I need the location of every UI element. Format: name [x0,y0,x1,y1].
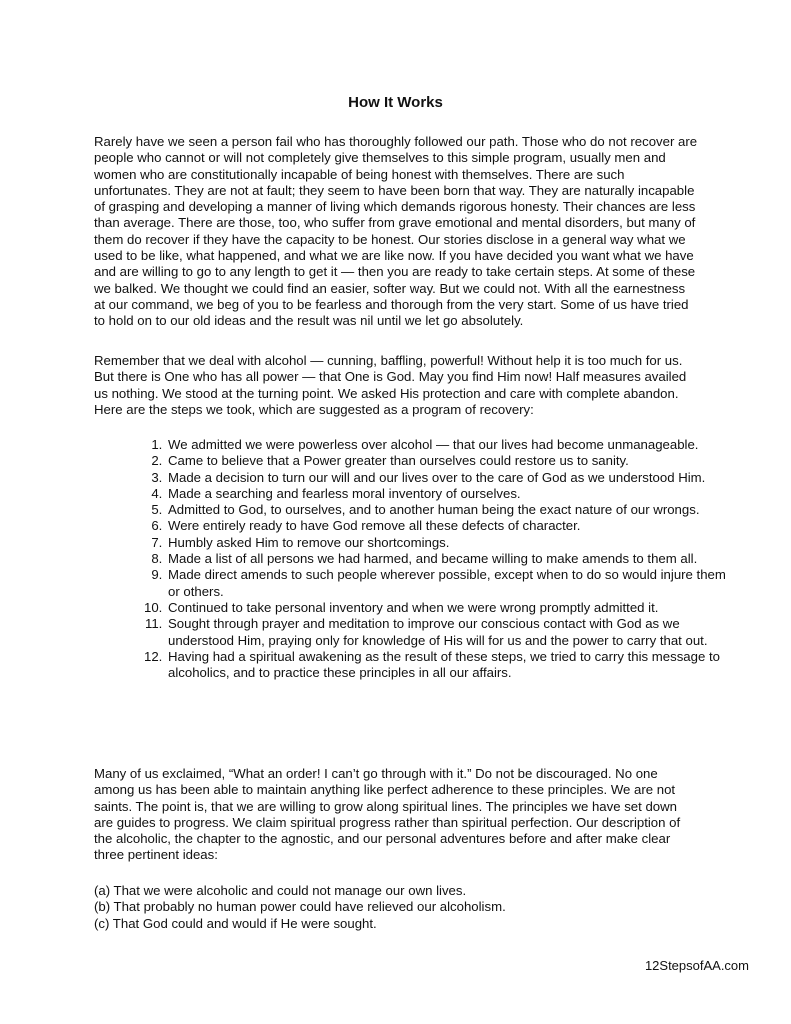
idea-item: (b) That probably no human power could have relieved our alcoholism. [94,899,506,915]
footer-site-url: 12StepsofAA.com [644,958,749,973]
closing-paragraph: Many of us exclaimed, “What an order! I can’t go through with it.” Do not be discouraged. No one among us has been able to maintain anything like perfect adherence to these principles. We are not saints. The point is, that we are willing to grow along spiritual lines. The principles we have set down are guides to progress. We claim spiritual progress rather than spiritual perfection. Our description of the alcoholic, the chapter to the agnostic, and our personal adventures before and after make clear three pertinent ideas: [94,766,681,863]
reminder-paragraph: Remember that we deal with alcohol — cunning, baffling, powerful! Without help it is too much for us. But there is One who has all power — that One is God. May you find Him now! Half measures availed us nothing. We stood at the turning point. We asked His protection and care with complete abandon. Here are the steps we took, which are suggested as a program of recovery: [94,353,687,417]
idea-item: (c) That God could and would if He were sought. [94,915,377,931]
step-item: 4. Made a searching and fearless moral inventory of ourselves. [166,486,726,502]
step-item: 2. Came to believe that a Power greater than ourselves could restore us to sanity. [166,453,726,469]
step-item: 8. Made a list of all persons we had harmed, and became willing to make amends to them all. [166,551,726,567]
pertinent-ideas-list [94,883,698,932]
idea-item: (a) That we were alcoholic and could not manage our own lives. [94,883,467,898]
step-item: 6. Were entirely ready to have God remove all these defects of character. [166,518,726,534]
step-item: 9. Made direct amends to such people wherever possible, except when to do so would injure them or others. [166,567,726,600]
step-item: 10. Continued to take personal inventory and when we were wrong promptly admitted it. [166,600,726,616]
step-item: 5. Admitted to God, to ourselves, and to another human being the exact nature of our wrongs. [166,502,726,518]
step-item: 1. We admitted we were powerless over alcohol — that our lives had become unmanageable. [166,437,726,453]
step-item: 7. Humbly asked Him to remove our shortcomings. [166,535,726,551]
twelve-steps-list [128,437,726,681]
step-item: 11. Sought through prayer and meditation to improve our conscious contact with God as we understood Him, praying only for knowledge of His will for us and the power to carry that out. [166,616,726,649]
step-item: 12. Having had a spiritual awakening as the result of these steps, we tried to carry this message to alcoholics, and to practice these principles in all our affairs. [166,649,726,682]
page-title: How It Works [348,94,443,111]
step-item: 3. Made a decision to turn our will and our lives over to the care of God as we understood Him. [166,470,726,486]
intro-paragraph: Rarely have we seen a person fail who has thoroughly followed our path. Those who do not recover are people who cannot or will not completely give themselves to this simple program, usually men and women who are constitutionally incapable of being honest with themselves. There are such unfortunates. They are not at fault; they seem to have been born that way. They are naturally incapable of grasping and developing a manner of living which demands rigorous honesty. Their chances are less than average. There are those, too, who suffer from grave emotional and mental disorders, but many of them do recover if they have the capacity to be honest. Our stories disclose in a general way what we used to be like, what happened, and what we are like now. If you have decided you want what we have and are willing to go to any length to get it — then you are ready to take certain steps. At some of these we balked. We thought we could find an easier, softer way. But we could not. With all the earnestness at our command, we beg of you to be fearless and thorough from the very start. Some of us have tried to hold on to our old ideas and the result was nil until we let go absolutely. [94,134,698,329]
